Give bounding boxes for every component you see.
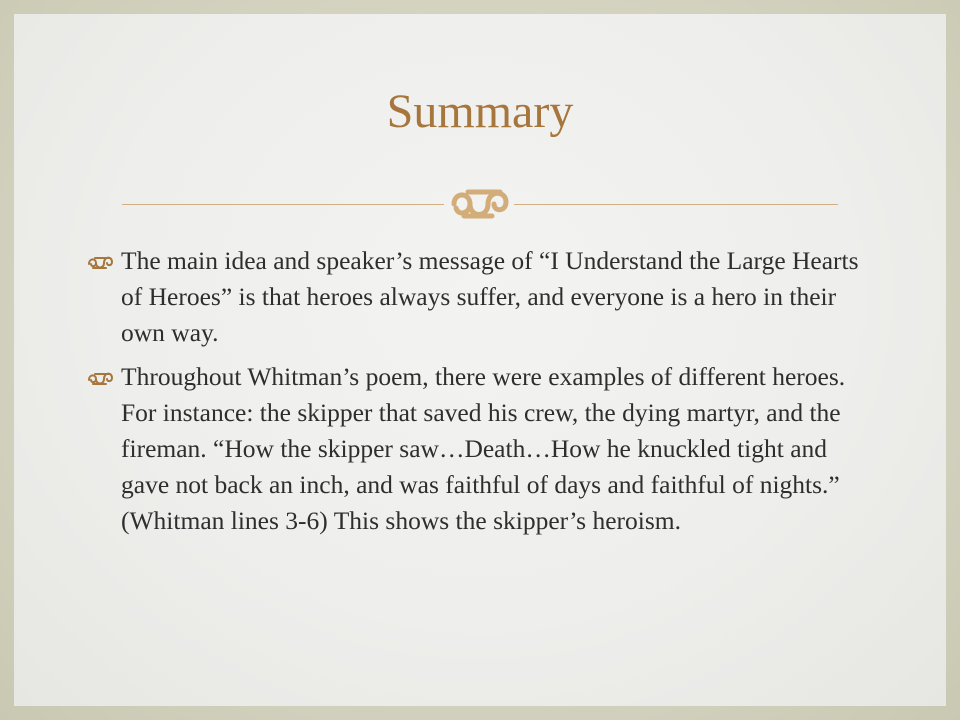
title-divider: [122, 168, 838, 228]
list-item: [86, 359, 866, 539]
scroll-ornament-icon: [444, 178, 514, 228]
slide-title: Summary: [386, 85, 574, 138]
divider-line-left: [122, 204, 444, 205]
bullet-text: The main idea and speaker’s message of “I Understand the Large Hearts of Heroes” is that heroes always suffer, and everyone is a hero in their own way.: [121, 246, 859, 347]
list-item: [86, 243, 866, 351]
divider-line-right: [514, 204, 838, 205]
bullet-text: Throughout Whitman’s poem, there were examples of different heroes. For instance: the skipper that saved his crew, the dying martyr, and the fireman. “How the skipper saw…Death…How he knuckled tight and gave not back an inch, and was faithful of days and faithful of nights.” (Whitman lines 3-6) This shows the skipper’s heroism.: [121, 362, 846, 535]
bullet-list: [86, 243, 866, 547]
scroll-bullet-icon: [86, 252, 116, 272]
scroll-bullet-icon: [86, 368, 116, 388]
